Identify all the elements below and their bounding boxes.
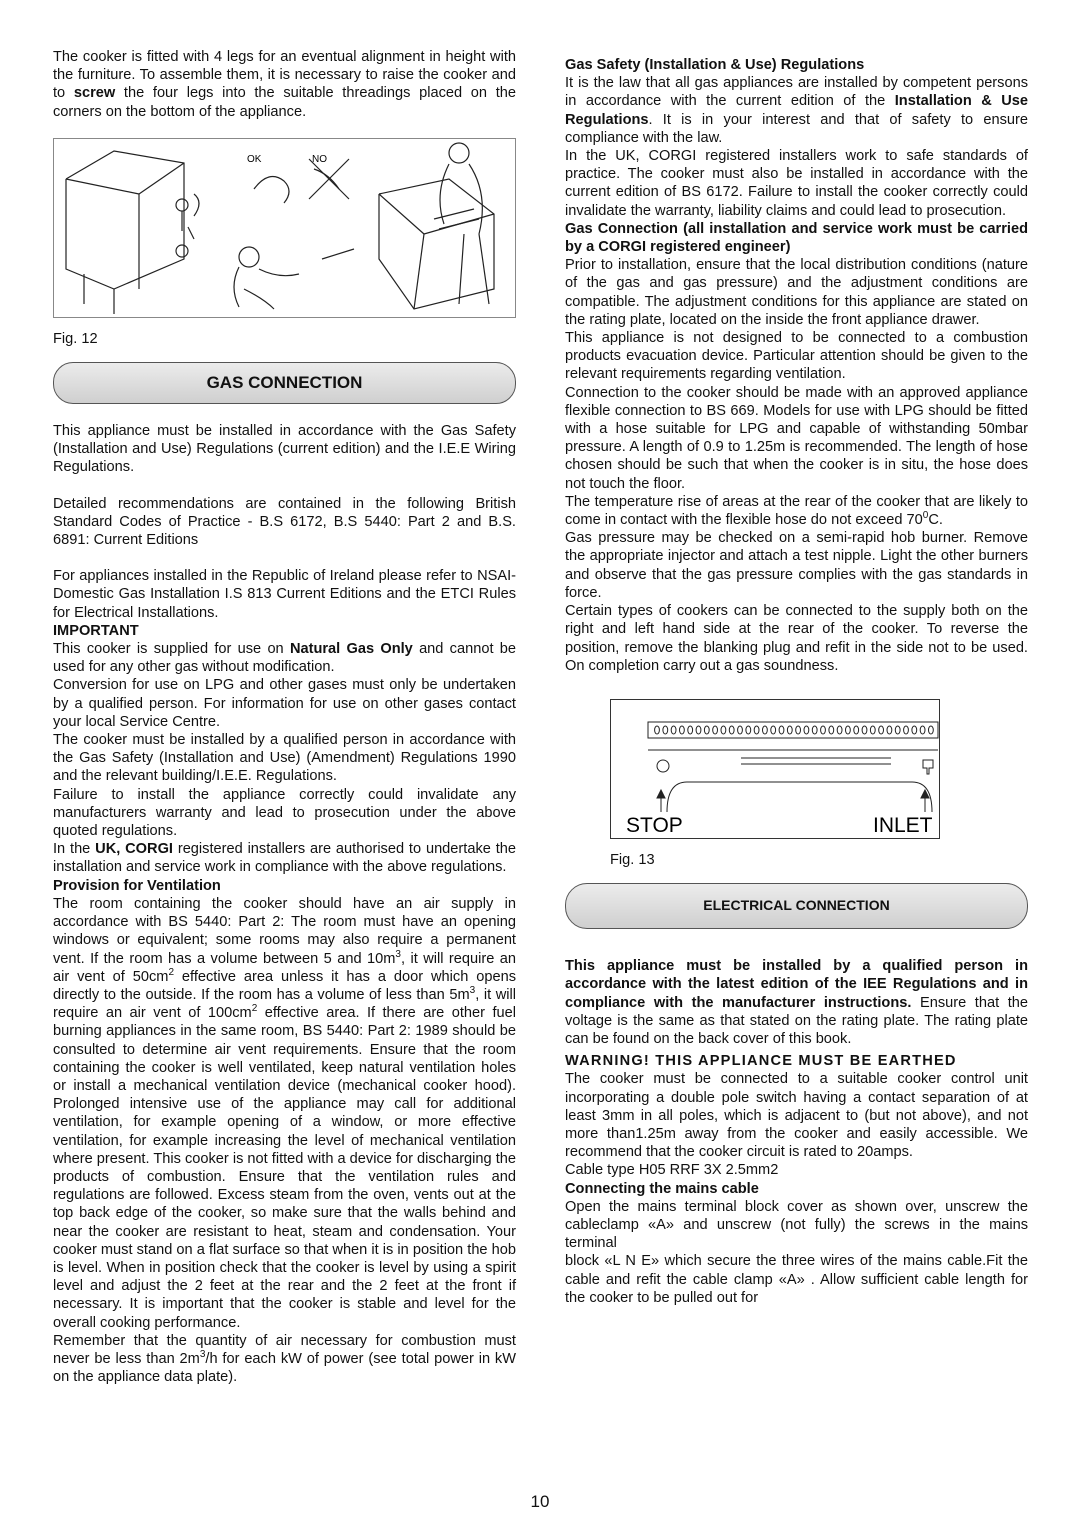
panel-dot	[862, 726, 867, 734]
gas-paragraph-3: For appliances installed in the Republic of Ireland please refer to NSAI- Domestic Gas Installation I.S 813 Current Editions and the ETCI Rules for Electrical Installations.	[53, 568, 516, 621]
gas-safety-paragraph-1: It is the law that all gas appliances are installed by competent persons in accordance with the current edition of the Installation & Use Regulations. It is in your interest and that of safety to ensure compliance with the law.	[565, 75, 1029, 146]
important-heading: IMPORTANT	[53, 622, 139, 639]
panel-dot	[929, 726, 934, 734]
panel-dot	[837, 726, 842, 734]
panel-dot	[870, 726, 875, 734]
earth-warning: WARNING! THIS APPLIANCE MUST BE EARTHED	[565, 1053, 957, 1070]
panel-dot	[738, 726, 743, 734]
mains-cable-paragraph-2: block «L N E» which secure the three wires of the mains cable.Fit the cable and refit the cable clamp «A» . Allow sufficient cable length for the cooker to be pulled out for	[565, 1253, 1028, 1306]
panel-dot	[804, 726, 809, 734]
panel-dot	[713, 726, 718, 734]
right-column	[565, 48, 1028, 1307]
important-paragraph-2: Conversion for use on LPG and other gases must only be undertaken by a qualified person. For information for use on other gases contact your local Service Centre.	[53, 677, 516, 730]
electrical-connection-banner: ELECTRICAL CONNECTION	[565, 883, 1028, 929]
fig-12-label: Fig. 12	[53, 330, 98, 347]
gas-safety-paragraph-2: In the UK, CORGI registered installers work to safe standards of practice. The cooker must also be installed in accordance with the current edition of BS 6172. Failure to install the cooker correctly could invalidate the warranty, liability claims and could lead to prosecution.	[565, 148, 1028, 219]
gas-paragraph-2: Detailed recommendations are contained in the following British Standard Codes of Practice - B.S 6172, B.S 5440: Part 2 and B.S. 6891: Current Editions	[53, 495, 516, 549]
panel-dot	[779, 726, 784, 734]
panel-dot	[688, 726, 693, 734]
cooker-legs-illustration	[54, 139, 515, 317]
page-number: 10	[530, 1492, 550, 1511]
important-paragraph-1: This cooker is supplied for use on Natural Gas Only and cannot be used for any other gas without modification.	[53, 641, 517, 676]
panel-dot	[671, 726, 676, 734]
panel-dot	[920, 726, 925, 734]
panel-dot	[696, 726, 701, 734]
mains-cable-heading: Connecting the mains cable	[565, 1180, 759, 1197]
electrical-paragraph-2: The cooker must be connected to a suitable cooker control unit incorporating a double pole switch having a contact separation of at least 3mm in all poles, which is adjacent to (but not above), and not more than1.25m away from the cooker and easily accessible. We recommend that the cooker circuit is rated to 20amps.	[565, 1071, 1028, 1161]
gas-connection-paragraph-1: Prior to installation, ensure that the local distribution conditions (nature of the gas and gas pressure) and the adjustment conditions are compatible. The adjustment conditions for this appliance are stated on the rating plate, located on the inside the front appliance drawer.	[565, 257, 1028, 328]
panel-dot	[821, 726, 826, 734]
combustion-air-paragraph: Remember that the quantity of air necessary for combustion must never be less than $2m^3/h$ for each kW of power (see total power in kW on the appliance data plate).	[53, 1332, 516, 1386]
gas-connection-paragraph-4: The temperature rise of areas at the rear of the cooker that are likely to come in contact with the flexible hose do not exceed $70^0C$.	[565, 493, 1028, 529]
panel-dot	[904, 726, 909, 734]
inlet-label: INLET	[873, 813, 933, 837]
panel-dot	[912, 726, 917, 734]
mains-cable-paragraph-1: Open the mains terminal block cover as shown over, unscrew the cableclamp «A» and unscrew (not fully) the screws in the mains terminal	[565, 1198, 1028, 1252]
panel-dot	[663, 726, 668, 734]
figure-12-illustration	[53, 138, 516, 318]
gas-connection-paragraph-6: Certain types of cookers can be connected to the supply both on the right and left hand side at the rear of the cooker. To reverse the position, remove the blanking plug and refit in the side not to be used. On completion carry out a gas soundness.	[565, 603, 1028, 674]
panel-dot	[655, 726, 660, 734]
figure-13-illustration	[610, 699, 940, 839]
important-paragraph-3: The cooker must be installed by a qualified person in accordance with the Gas Safety (Installation and Use) (Amendment) Regulations 1990 and the relevant building/I.E.E. Regulations.	[53, 732, 516, 785]
ventilation-paragraph: The room containing the cooker should have an air supply in accordance with BS 5440: Part 2: The room must have an opening windows or equivalent; some rooms may also require a permanent vent. If the room has a volume between 5 and $10m^3$, it will require an air vent of $50cm^2$ effective area unless it has a door which opens directly to the outside. If the room has a volume of less than $5m^3$, it will require an air vent of $100cm^2$ effective area. If there are other fuel burning appliances in the same room, BS 5440: Part 2: 1989 should be consulted to determine air vent requirements. Ensure that the room containing the cooker is well ventilated, keep natural ventilation holes or install a mechanical ventilation device (mechanical cooker hood). Prolonged intensive use of the appliance may call for additional ventilation, for example opening of a window, or more effective ventilation, for example increasing the level of mechanical ventilation where present. This cooker is not fitted with a device for discharging the products of combustion. Ensure that the ventilation rules and regulations are followed. Excess steam from the oven, vents out at the top back edge of the cooker, so make sure that the walls behind and near the cooker are resistant to heat, steam and condensation. Your cooker must stand on a flat surface so that when it is in position the hob is level. When in position check that the cooker is level by using a spirit level and adjust the 2 feet at the rear and the 2 feet at the front if necessary. It is important that the cooker is stable and level for the overall cooking performance.	[53, 895, 517, 1331]
panel-dot	[846, 726, 851, 734]
panel-dot	[796, 726, 801, 734]
panel-dot	[879, 726, 884, 734]
electrical-paragraph-1: This appliance must be installed by a qualified person in accordance with the latest edition of the IEE Regulations and in compliance with the manufacturer instructions. Ensure that the voltage is the same as that stated on the rating plate. The rating plate can be found on the back cover of this book.	[565, 958, 1028, 1047]
panel-dot	[704, 726, 709, 734]
panel-dot	[680, 726, 685, 734]
gas-safety-heading: Gas Safety (Installation & Use) Regulations	[565, 57, 865, 73]
cable-type: Cable type H05 RRF 3X 2.5mm2	[565, 1162, 779, 1179]
panel-dot	[721, 726, 726, 734]
gas-connection-banner: GAS CONNECTION	[53, 362, 516, 404]
intro-paragraph: The cooker is fitted with 4 legs for an eventual alignment in height with the furniture. To assemble them, it is necessary to raise the cooker and to screw the four legs into the suitable threadings placed on the corners on the bottom of the appliance.	[53, 49, 517, 120]
panel-dot	[746, 726, 751, 734]
panel-dot	[829, 726, 834, 734]
panel-dot	[812, 726, 817, 734]
gas-connection-heading: Gas Connection (all installation and service work must be carried by a CORGI registered engineer)	[565, 220, 1028, 256]
fig-13-label: Fig. 13	[610, 851, 655, 868]
ventilation-heading: Provision for Ventilation	[53, 877, 221, 894]
gas-connection-paragraph-2: This appliance is not designed to be connected to a combustion products evacuation device. Particular attention should be given to the relevant requirements regarding ventilation.	[565, 330, 1028, 383]
gas-connection-paragraph-5: Gas pressure may be checked on a semi-rapid hob burner. Remove the appropriate injector and attach a test nipple. Light the other burners and observe that the gas pressure complies with the gas standards in force.	[565, 530, 1028, 601]
gas-paragraph-1: This appliance must be installed in accordance with the Gas Safety (Installation and Use) Regulations (current edition) and the I.E.E Wiring Regulations.	[53, 423, 516, 476]
important-paragraph-4: Failure to install the appliance correctly could invalidate any manufacturers warranty and lead to prosecution under the above quoted regulations.	[53, 786, 516, 840]
panel-dot	[854, 726, 859, 734]
no-label: NO	[312, 153, 327, 165]
gas-connection-paragraph-3: Connection to the cooker should be made with an approved appliance flexible connection to BS 669. Models for use with LPG should be fitted with a hose suitable for LPG and capable of withstanding 50mbar pressure. A length of 0.9 to 1.25m is recommended. The length of hose chosen should be such that when the cooker is in situ, the hose does not touch the floor.	[565, 384, 1028, 492]
panel-dot	[729, 726, 734, 734]
gas-inlet-diagram	[611, 700, 939, 838]
ok-label: OK	[247, 153, 262, 165]
panel-dot	[771, 726, 776, 734]
left-column	[53, 48, 516, 1386]
panel-dot	[763, 726, 768, 734]
important-paragraph-5: In the UK, CORGI registered installers are authorised to undertake the installation and service work in compliance with the above regulations.	[53, 841, 516, 876]
stop-label: STOP	[626, 813, 683, 837]
panel-dot	[887, 726, 892, 734]
panel-dot	[895, 726, 900, 734]
panel-dot	[754, 726, 759, 734]
panel-dot	[787, 726, 792, 734]
